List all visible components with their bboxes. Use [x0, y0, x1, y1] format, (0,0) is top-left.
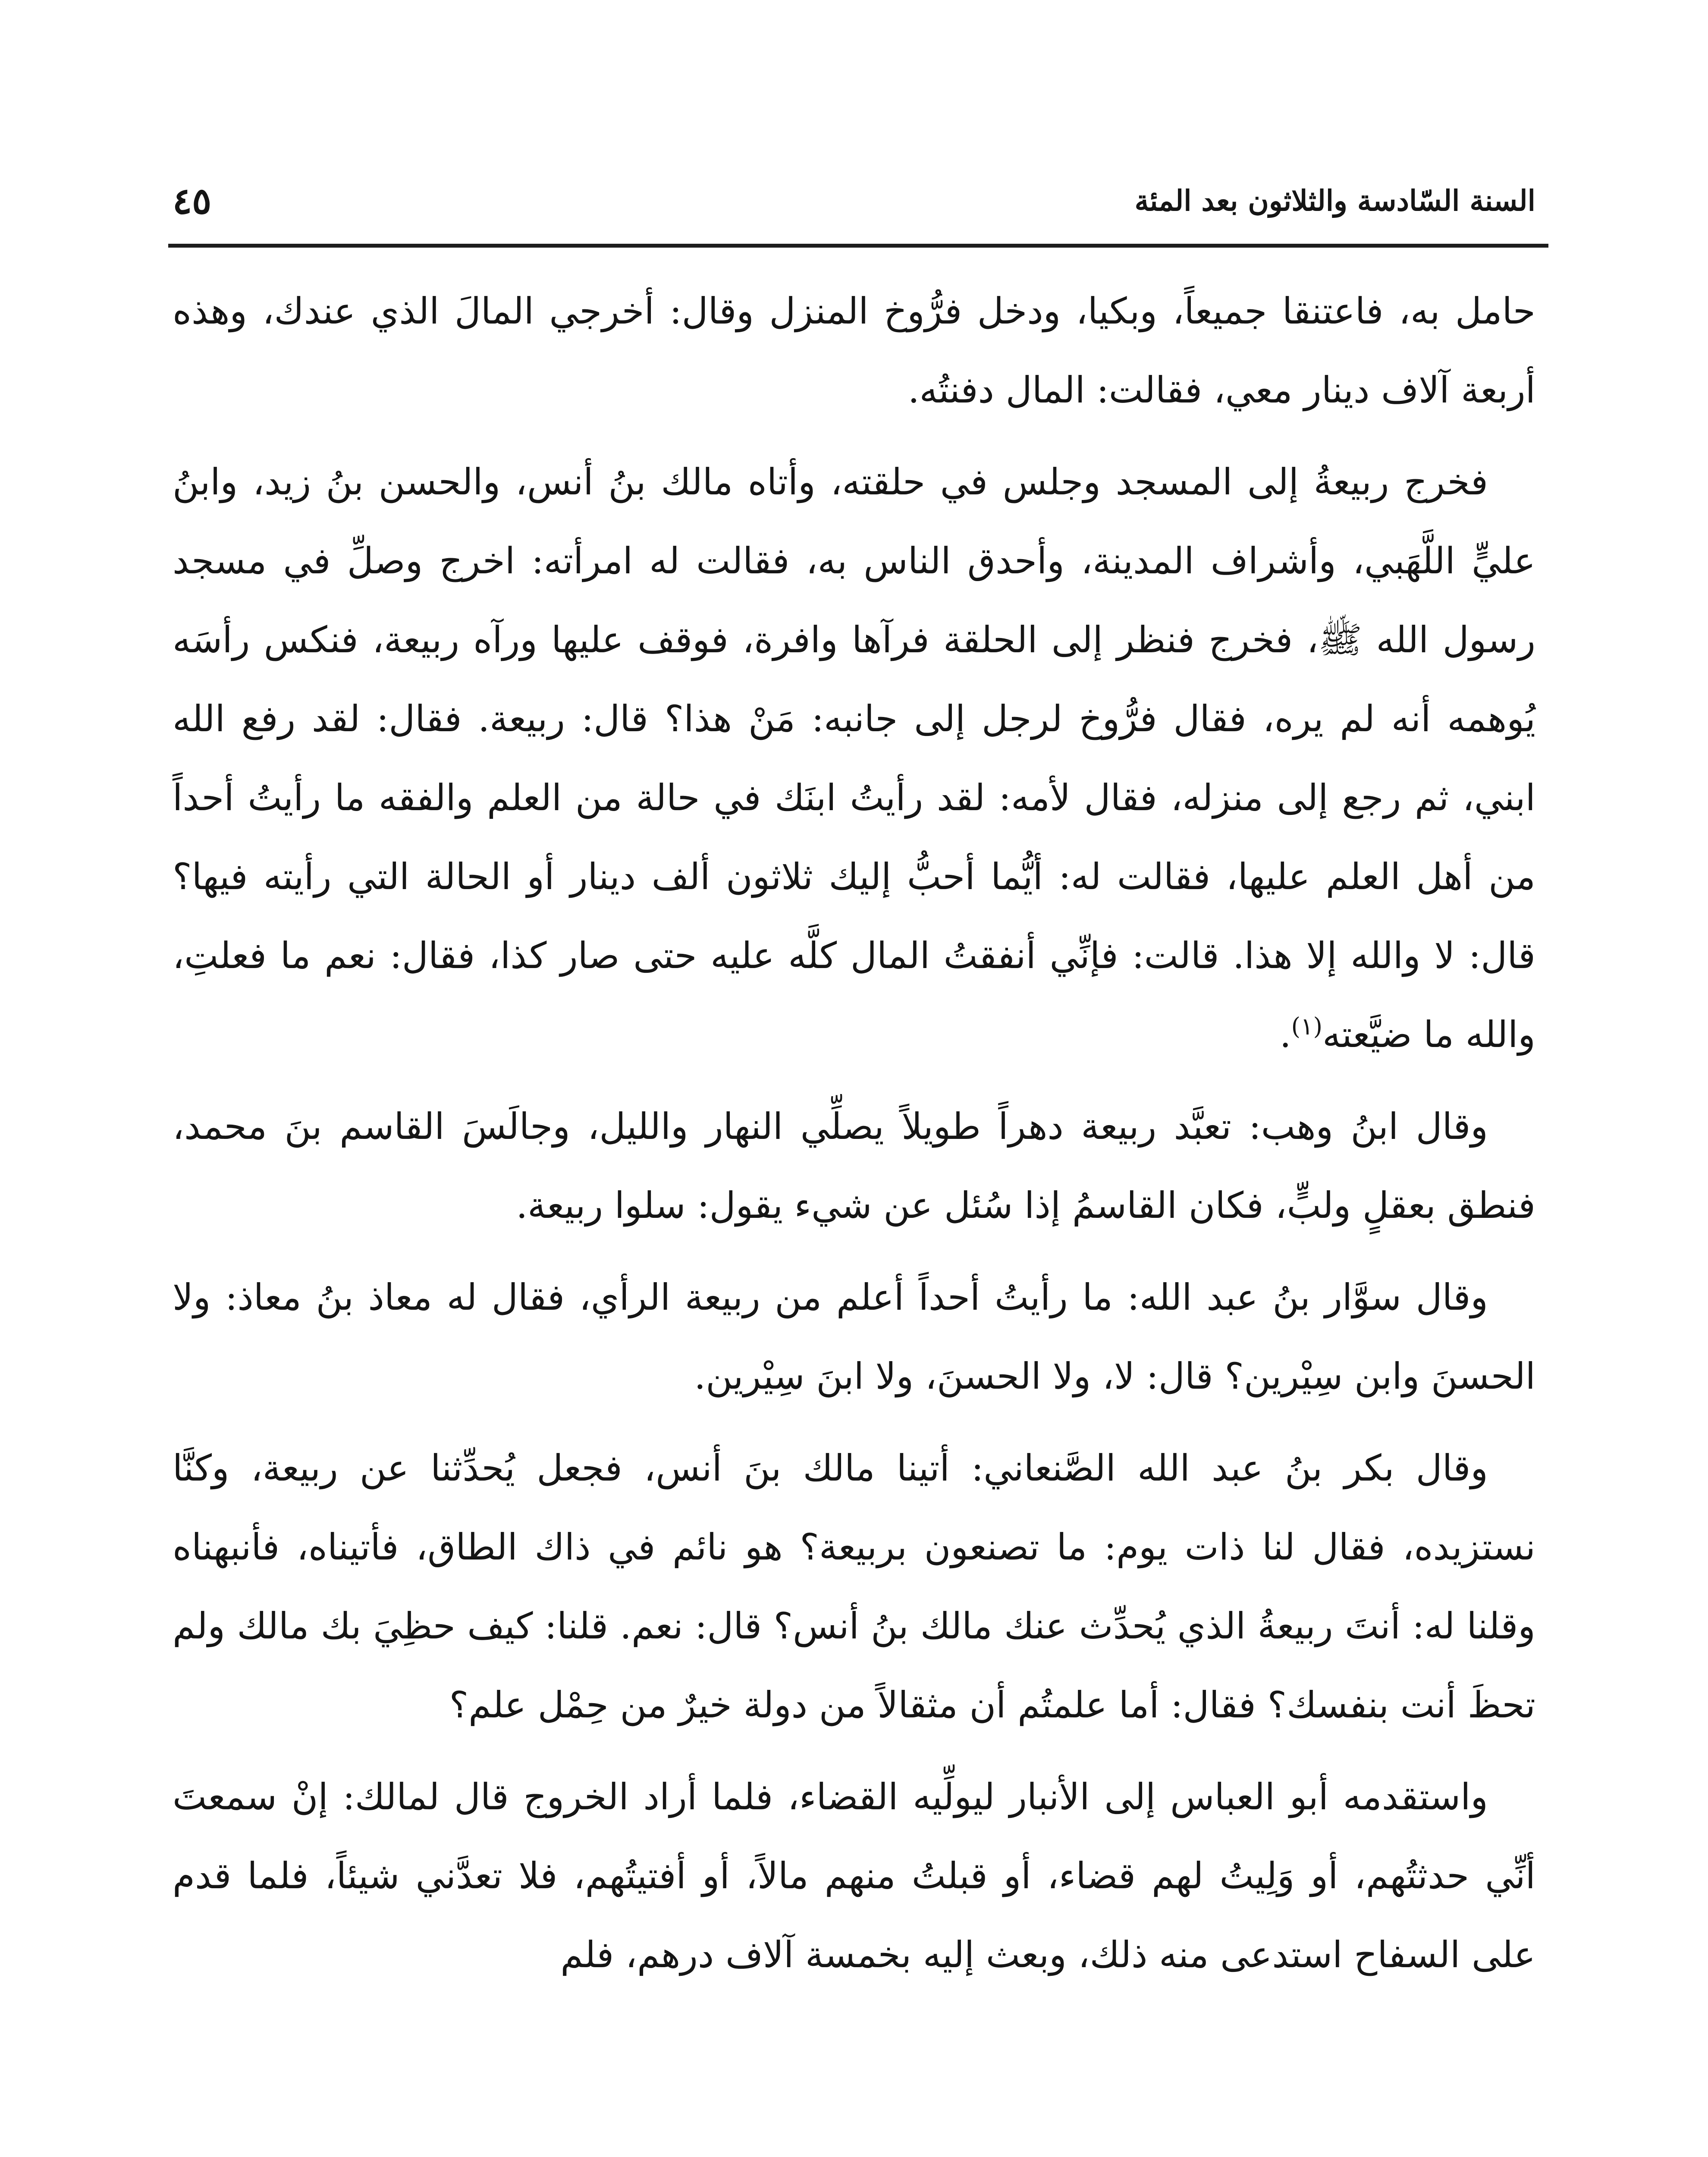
paragraph: وقال بكر بنُ عبد الله الصَّنعاني: أتينا مالك بنَ أنس، فجعل يُحدِّثنا عن ربيعة، وكنَّا نستزيده، فقال لنا ذات يوم: ما تصنعون بربيعة؟ هو نائم في ذاك الطاق، فأتيناه، فأنبهناه وقلنا له: أنتَ ربيعةُ الذي يُحدِّث عنك مالك بنُ أنس؟ قال: نعم. قلنا: كيف حظِيَ بك مالك ولم تحظَ أنت بنفسك؟ فقال: أما علمتُم أن مثقالاً من دولة خيرٌ من حِمْل علم؟	[173, 1447, 1535, 1726]
page-number: ٤٥	[173, 179, 212, 222]
paragraph: وقال ابنُ وهب: تعبَّد ربيعة دهراً طويلاً يصلِّي النهار والليل، وجالَسَ القاسم بنَ محمد، فنطق بعقلٍ ولبٍّ، فكان القاسمُ إذا سُئل عن شيء يقول: سلوا ربيعة.	[173, 1105, 1535, 1226]
main-text	[173, 272, 1535, 2007]
paragraph-end: .	[1279, 1013, 1291, 1056]
paragraph-text: فخرج ربيعةُ إلى المسجد وجلس في حلقته، وأتاه مالك بنُ أنس، والحسن بنُ زيد، وابنُ عليٍّ اللَّهَبي، وأشراف المدينة، وأحدق الناس به، فقالت له امرأته: اخرج وصلِّ في مسجد رسول الله ﷺ، فخرج فنظر إلى الحلقة فرآها وافرة، فوقف عليها ورآه ربيعة، فنكس رأسَه يُوهمه أنه لم يره، فقال فرُّوخ لرجل إلى جانبه: مَنْ هذا؟ قال: ربيعة. فقال: لقد رفع الله ابني، ثم رجع إلى منزله، فقال لأمه: لقد رأيتُ ابنَك في حالة من العلم والفقه ما رأيتُ أحداً من أهل العلم عليها، فقالت له: أيُّما أحبُّ إليك ثلاثون ألف دينار أو الحالة التي رأيته فيها؟ قال: لا والله إلا هذا. قالت: فإنِّي أنفقتُ المال كلَّه عليه حتى صار كذا، فقال: نعم ما فعلتِ، والله ما ضيَّعته	[173, 461, 1535, 1056]
paragraph: حامل به، فاعتنقا جميعاً، وبكيا، ودخل فرُّوخ المنزل وقال: أخرجي المالَ الذي عندك، وهذه أربعة آلاف دينار معي، فقالت: المال دفنتُه.	[173, 290, 1535, 411]
paragraph: واستقدمه أبو العباس إلى الأنبار ليولِّيه القضاء، فلما أراد الخروج قال لمالك: إنْ سمعتَ أنِّي حدثتُهم، أو وَلِيتُ لهم قضاء، أو قبلتُ منهم مالاً، أو أفتيتُهم، فلا تعدَّني شيئاً، فلما قدم على السفاح استدعى منه ذلك، وبعث إليه بخمسة آلاف درهم، فلم	[173, 1776, 1535, 1976]
paragraph	[173, 443, 1535, 1074]
running-title: السنة السّادسة والثلاثون بعد المئة	[1134, 184, 1535, 217]
header-divider	[168, 244, 1548, 248]
running-head	[173, 168, 1535, 233]
paragraph: وقال سوَّار بنُ عبد الله: ما رأيتُ أحداً أعلم من ربيعة الرأي، فقال له معاذ بنُ معاذ: ولا الحسنَ وابن سِيْرين؟ قال: لا، ولا الحسنَ، ولا ابنَ سِيْرين.	[173, 1276, 1535, 1397]
footnote-reference: (١)	[1291, 1012, 1323, 1040]
